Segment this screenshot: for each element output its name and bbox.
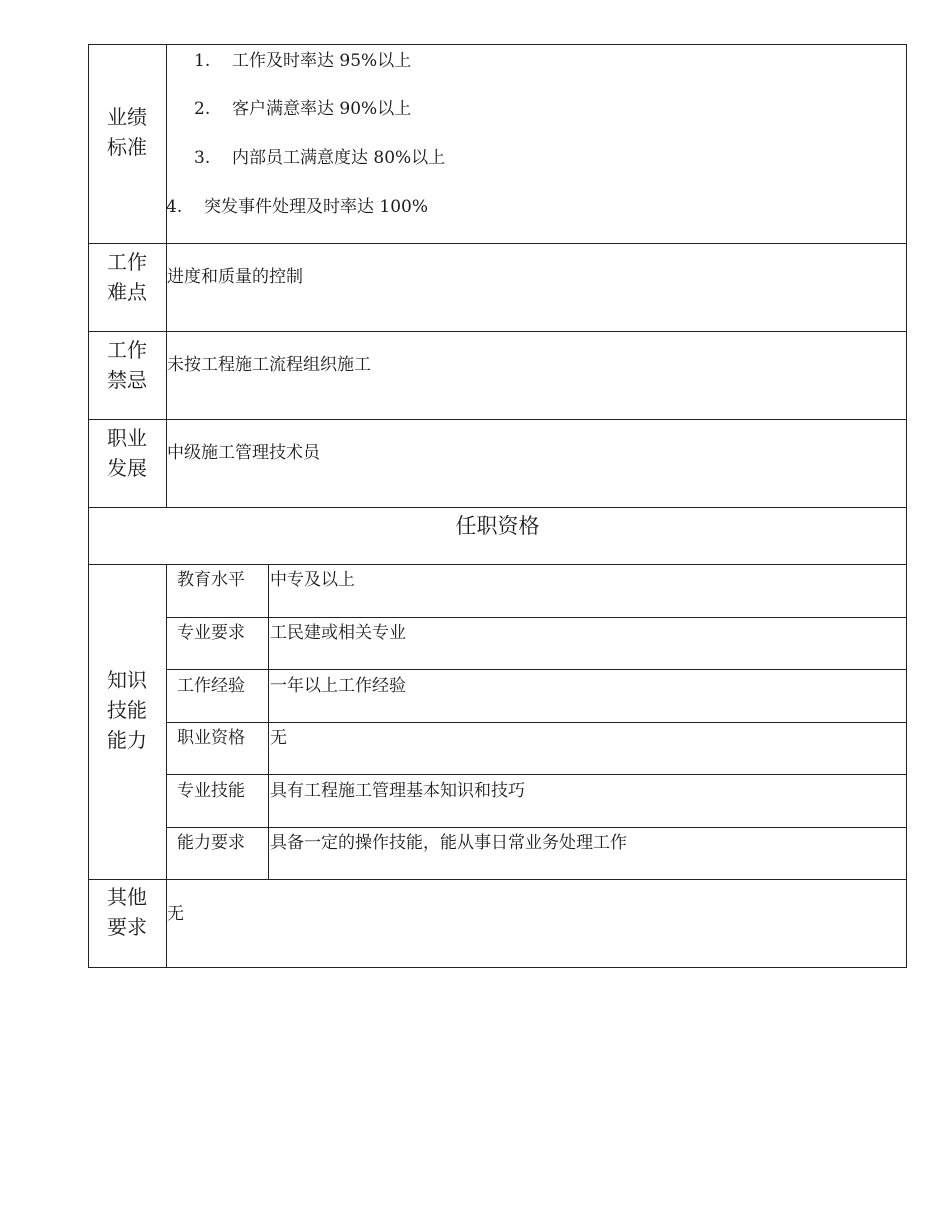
major-value: 工民建或相关专业 xyxy=(270,623,406,643)
performance-item-3: 内部员工满意度达 80%以上 xyxy=(232,148,446,168)
performance-item-4-number: 4. xyxy=(166,197,183,217)
other-label: 其他 要求 xyxy=(107,885,147,939)
qualification-heading: 任职资格 xyxy=(455,514,540,538)
sub-row-divider xyxy=(166,617,907,618)
performance-item-3-number: 3. xyxy=(194,148,211,168)
ability-label: 能力要求 xyxy=(177,833,245,853)
skills-label: 专业技能 xyxy=(177,781,245,801)
sub-row-divider xyxy=(166,722,907,723)
taboo-label: 工作 禁忌 xyxy=(107,338,147,392)
sublabel-column-divider xyxy=(268,564,269,879)
row-divider xyxy=(88,331,907,332)
other-value: 无 xyxy=(167,904,184,924)
career-label: 职业 发展 xyxy=(107,426,147,480)
skills-value: 具有工程施工管理基本知识和技巧 xyxy=(270,781,525,801)
sub-row-divider xyxy=(166,774,907,775)
experience-value: 一年以上工作经验 xyxy=(270,676,406,696)
experience-label: 工作经验 xyxy=(177,676,245,696)
performance-item-1: 工作及时率达 95%以上 xyxy=(232,51,412,71)
row-divider xyxy=(88,879,907,880)
sub-row-divider xyxy=(166,669,907,670)
knowledge-label: 知识 技能 能力 xyxy=(107,668,147,752)
certification-label: 职业资格 xyxy=(177,728,245,748)
difficulty-value: 进度和质量的控制 xyxy=(167,267,303,287)
performance-item-4: 突发事件处理及时率达 100% xyxy=(204,197,429,217)
education-label: 教育水平 xyxy=(177,570,245,590)
education-value: 中专及以上 xyxy=(270,570,355,590)
ability-value: 具备一定的操作技能，能从事日常业务处理工作 xyxy=(270,833,627,853)
difficulty-label: 工作 难点 xyxy=(107,250,147,304)
sub-row-divider xyxy=(166,827,907,828)
performance-item-2: 客户满意率达 90%以上 xyxy=(232,99,412,119)
taboo-value: 未按工程施工流程组织施工 xyxy=(167,355,371,375)
major-label: 专业要求 xyxy=(177,623,245,643)
career-value: 中级施工管理技术员 xyxy=(167,443,320,463)
row-divider xyxy=(88,243,907,244)
row-divider xyxy=(88,564,907,565)
performance-item-1-number: 1. xyxy=(194,51,211,71)
certification-value: 无 xyxy=(270,728,287,748)
performance-item-2-number: 2. xyxy=(194,99,211,119)
job-spec-table xyxy=(88,44,907,968)
performance-label: 业绩 标准 xyxy=(107,105,147,159)
row-divider xyxy=(88,419,907,420)
row-divider xyxy=(88,507,907,508)
